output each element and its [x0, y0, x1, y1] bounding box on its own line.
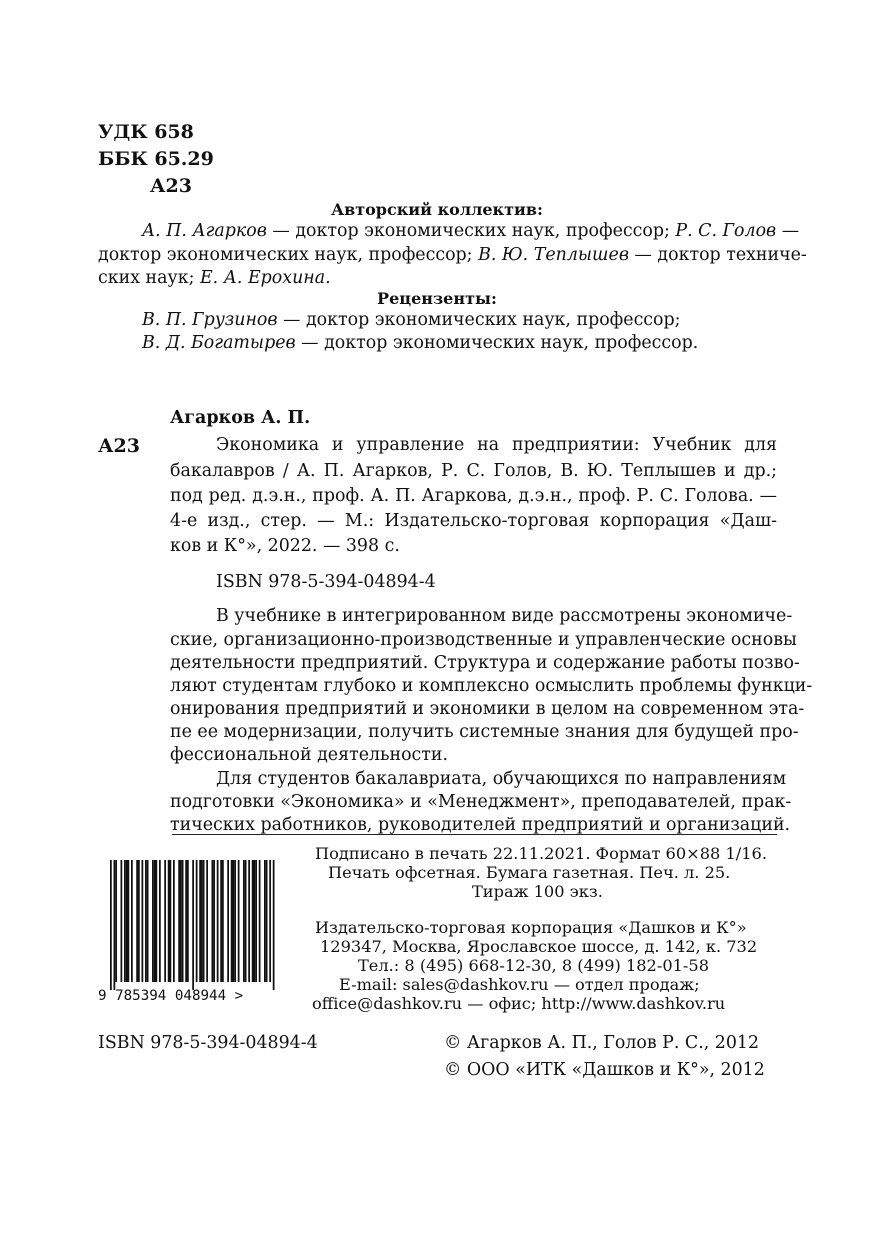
barcode-bar — [248, 860, 250, 982]
barcode-bar — [131, 860, 133, 982]
barcode-bar — [259, 860, 261, 982]
audience-line: тических работников, руководителей предприятий и организаций. — [170, 815, 791, 835]
copyright-authors: © Агарков А. П., Голов Р. С., 2012 — [444, 1033, 760, 1053]
abstract-line: деятельности предприятий. Структура и содержание работы позво- — [170, 653, 800, 673]
author-name: А. П. Агарков — [142, 221, 267, 241]
barcode-bar — [164, 860, 166, 982]
publisher-phone: Тел.: 8 (495) 668-12-30, 8 (499) 182-01-58 — [358, 956, 709, 975]
separator-rule — [172, 834, 777, 835]
author-name: Р. С. Голов — [675, 221, 777, 241]
authors-heading: Авторский коллектив: — [331, 200, 543, 219]
reviewer-degree: — доктор экономических наук, профессор; — [277, 310, 681, 330]
reviewer-name: В. Д. Богатырев — [142, 333, 296, 353]
barcode-bar — [126, 860, 128, 982]
catalog-author: Агарков А. П. — [170, 408, 311, 428]
barcode-bar — [192, 860, 194, 990]
catalog-desc-line: под ред. д.э.н., проф. А. П. Агаркова, д.э.н., проф. Р. С. Голова. — — [170, 486, 777, 506]
barcode-bar — [199, 860, 201, 982]
catalog-desc-line: Экономика и управление на предприятии: Учебник для — [216, 435, 777, 455]
barcode-bar — [203, 860, 205, 982]
barcode-bar — [114, 860, 116, 990]
authors-line-1 — [142, 221, 799, 241]
barcode-bar — [182, 860, 184, 982]
barcode-bar — [156, 860, 158, 982]
catalog-desc-line: ков и К°», 2022. — 398 с. — [170, 536, 400, 556]
reviewer-name: В. П. Грузинов — [142, 310, 278, 330]
audience-line: подготовки «Экономика» и «Менеджмент», преподавателей, прак- — [170, 792, 792, 812]
author-degree: доктор экономических наук, профессор; — [98, 245, 479, 265]
barcode-graphic — [98, 858, 288, 1008]
catalog-isbn: ISBN 978-5-394-04894-4 — [216, 572, 436, 592]
author-mark: А23 — [150, 175, 192, 197]
barcode-bar — [121, 860, 123, 982]
reviewers-heading: Рецензенты: — [377, 289, 497, 308]
publisher-office: office@dashkov.ru — офис; http://www.dashkov.ru — [312, 994, 726, 1013]
barcode-bar — [206, 860, 208, 982]
abstract-line: ские, организационно-производственные и управленческие основы — [170, 630, 797, 650]
barcode-bar — [201, 860, 203, 982]
barcode-bar — [266, 860, 268, 982]
author-name: В. Ю. Теплышев — [478, 245, 629, 265]
barcode-bar — [180, 860, 182, 982]
barcode-bar — [142, 860, 144, 982]
barcode-bar — [136, 860, 138, 982]
barcode-bar — [255, 860, 257, 982]
barcode-bar — [110, 860, 112, 990]
barcode-bar — [145, 860, 147, 982]
barcode-bar — [173, 860, 175, 982]
barcode-bar — [252, 860, 254, 982]
abstract-line: ляют студентам глубоко и комплексно осмыслить проблемы функци- — [170, 676, 813, 696]
barcode-bar — [147, 860, 149, 982]
barcode-bar — [124, 860, 126, 982]
barcode-bar — [217, 860, 219, 982]
dash: — — [776, 221, 800, 241]
abstract-line: онирования предприятий и экономики в целом на современном эта- — [170, 699, 805, 719]
barcode-bar — [231, 860, 233, 982]
barcode-bar — [128, 860, 130, 982]
barcode-bar — [220, 860, 222, 982]
publisher-email: E-mail: sales@dashkov.ru — отдел продаж; — [339, 975, 700, 994]
barcode-bar — [243, 860, 245, 982]
publisher-address: 129347, Москва, Ярославское шоссе, д. 142, к. 732 — [320, 937, 758, 956]
catalog-desc-line: 4-е изд., стер. — М.: Издательско-торговая корпорация «Даш- — [170, 511, 777, 531]
barcode-bar — [168, 860, 170, 982]
footer-isbn: ISBN 978-5-394-04894-4 — [98, 1033, 318, 1053]
barcode-bar — [154, 860, 156, 982]
barcode-bar — [115, 860, 117, 982]
abstract-line: В учебнике в интегрированном виде рассмотрены экономиче- — [216, 606, 793, 626]
barcode-bar — [187, 860, 189, 982]
catalog-mark: А23 — [98, 435, 140, 457]
isbn-barcode — [98, 858, 288, 1008]
barcode-bar — [245, 860, 247, 982]
udk-code: УДК 658 — [98, 121, 194, 143]
author-degree: — доктор техниче- — [628, 245, 807, 265]
barcode-bar — [227, 860, 229, 982]
barcode-bar — [152, 860, 154, 982]
imprint-print: Печать офсетная. Бумага газетная. Печ. л. 25. — [328, 863, 731, 882]
barcode-bar — [212, 860, 214, 982]
catalog-desc-line: бакалавров / А. П. Агарков, Р. С. Голов, В. Ю. Теплышев и др.; — [170, 461, 777, 481]
barcode-digits: 9 785394 048944 > — [98, 988, 244, 1004]
barcode-bar — [213, 860, 215, 982]
barcode-bar — [238, 860, 240, 982]
barcode-bar — [234, 860, 236, 982]
barcode-bar — [178, 860, 180, 982]
bbk-code: ББК 65.29 — [98, 148, 214, 170]
audience-line: Для студентов бакалавриата, обучающихся по направлениям — [216, 769, 787, 789]
author-degree: ских наук; — [98, 268, 200, 288]
publisher-name: Издательско-торговая корпорация «Дашков и К°» — [315, 918, 747, 937]
barcode-bar — [233, 860, 235, 982]
authors-line-3 — [98, 268, 331, 288]
copyright-publisher: © ООО «ИТК «Дашков и К°», 2012 — [444, 1060, 765, 1080]
barcode-bar — [269, 860, 271, 982]
barcode-bar — [254, 860, 256, 982]
abstract-line: фессиональной деятельности. — [170, 745, 449, 765]
reviewer-line-2 — [142, 333, 698, 353]
authors-line-2 — [98, 245, 807, 265]
barcode-bar — [264, 860, 266, 982]
barcode-bar — [196, 860, 198, 982]
author-degree: — доктор экономических наук, профессор; — [266, 221, 676, 241]
barcode-bar — [273, 860, 275, 990]
reviewer-line-1 — [142, 310, 681, 330]
barcode-bar — [159, 860, 161, 982]
barcode-bar — [185, 860, 187, 982]
barcode-bar — [222, 860, 224, 982]
barcode-bar — [138, 860, 140, 982]
imprint-run: Тираж 100 экз. — [472, 882, 603, 901]
reviewer-degree: — доктор экономических наук, профессор. — [295, 333, 699, 353]
author-name: Е. А. Ерохина. — [199, 268, 331, 288]
abstract-line: пе ее модернизации, получить системные знания для будущей про- — [170, 722, 799, 742]
imprint-signed: Подписано в печать 22.11.2021. Формат 60×88 1/16. — [315, 844, 767, 863]
barcode-bar — [170, 860, 172, 982]
